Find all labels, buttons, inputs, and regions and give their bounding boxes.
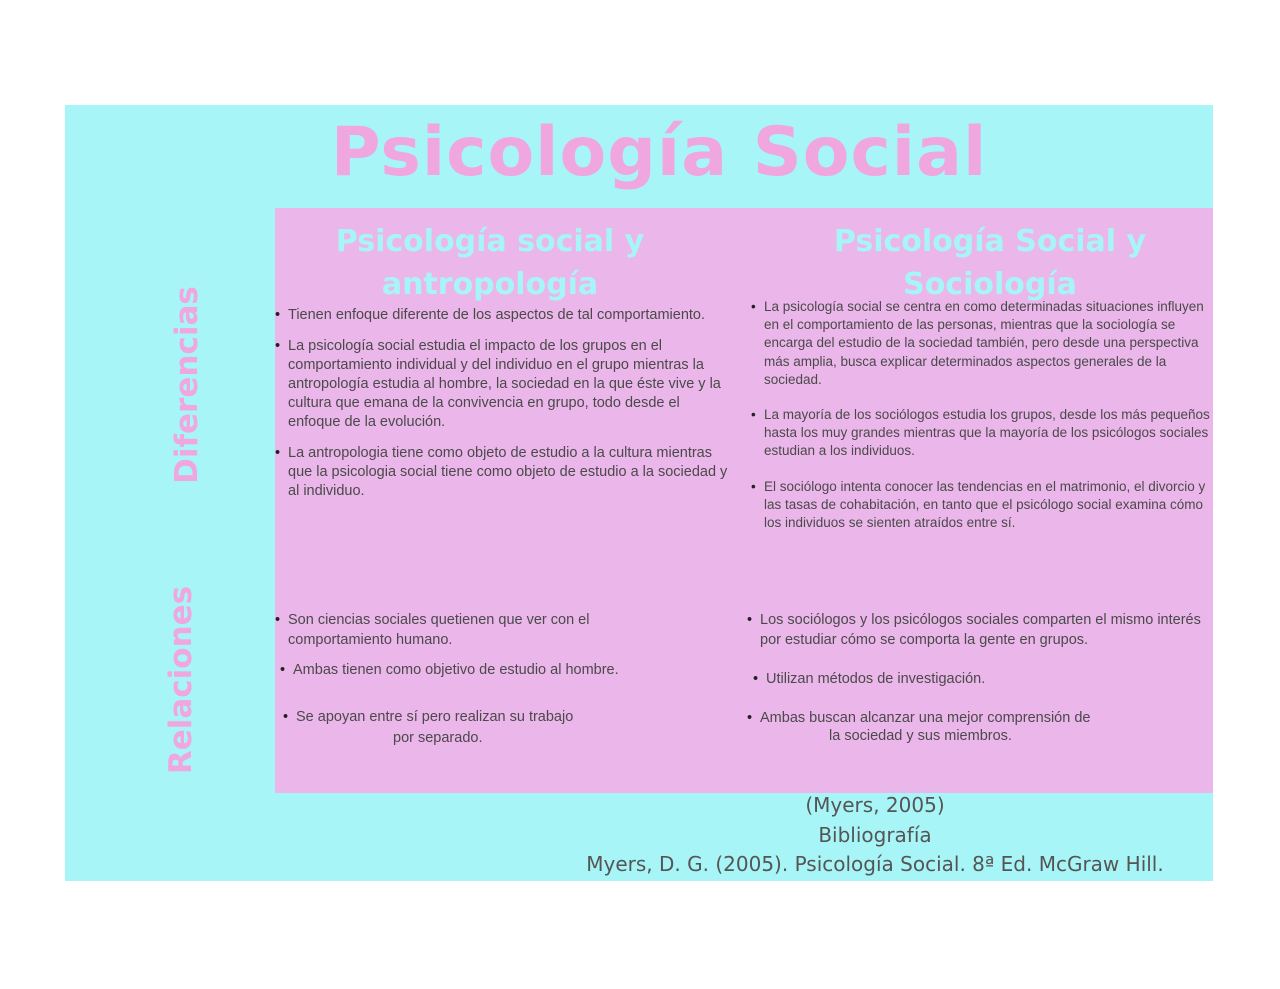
column-heading-anthropology-line2: antropología	[381, 267, 599, 302]
bibliography-reference: Myers, D. G. (2005). Psicología Social. 8ª Ed. McGraw Hill.	[586, 852, 1164, 876]
list-item: • Utilizan métodos de investigación.	[753, 669, 1213, 689]
relations-sociology-list	[747, 610, 1213, 728]
column-heading-anthropology	[275, 220, 705, 306]
list-item: • Los sociólogos y los psicólogos sociales comparten el mismo interés por estudiar cómo se comporta la gente en grupos.	[747, 610, 1213, 650]
list-item: • Tienen enfoque diferente de los aspectos de tal comportamiento.	[275, 306, 735, 325]
differences-anthropology-list	[275, 306, 735, 513]
bibliography-label: Bibliografía	[818, 823, 932, 847]
list-item: • La psicología social se centra en como determinadas situaciones influyen en el comportamiento de las personas, mientras que la sociología se encarga del estudio de la sociedad también, pero desde una perspectiva más amplia, busca explicar determinados aspectos generales de la sociedad.	[751, 298, 1211, 389]
row-label-differences: Diferencias	[169, 286, 205, 484]
list-item: • Ambas buscan alcanzar una mejor comprensión de	[747, 708, 1213, 728]
list-item: • La mayoría de los sociólogos estudia los grupos, desde los más pequeños hasta los muy grandes mientras que la mayoría de los psicólogos sociales estudian a los individuos.	[751, 406, 1211, 461]
relations-sociology-tail: la sociedad y sus miembros.	[829, 728, 1012, 744]
list-item: • El sociólogo intenta conocer las tendencias en el matrimonio, el divorcio y las tasas de cohabitación, en tanto que el psicólogo social examina cómo los individuos se sienten atraídos entre sí.	[751, 478, 1211, 533]
citation: (Myers, 2005)	[805, 793, 945, 817]
list-item: • La psicología social estudia el impacto de los grupos en el comportamiento individual y del individuo en el grupo mientras la antropología estudia al hombre, la sociedad en la que éste vive y la cultura que emana de la convivencia en grupo, todo desde el enfoque de la evolución.	[275, 337, 735, 432]
column-heading-anthropology-line1: Psicología social y	[335, 224, 645, 259]
content-panel	[275, 208, 1213, 793]
column-heading-sociology	[755, 220, 1225, 306]
list-item: • Son ciencias sociales quetienen que ver con el comportamiento humano.	[275, 610, 695, 650]
list-item: • Ambas tienen como objetivo de estudio al hombre.	[280, 660, 695, 680]
column-heading-sociology-line2: Sociología	[903, 267, 1077, 302]
poster	[65, 105, 1213, 881]
relations-anthropology-tail: por separado.	[393, 730, 483, 746]
row-label-relations: Relaciones	[163, 585, 199, 775]
list-item: • La antropologia tiene como objeto de estudio a la cultura mientras que la psicologia social tiene como objeto de estudio a la sociedad y al individuo.	[275, 444, 735, 501]
list-item: • Se apoyan entre sí pero realizan su trabajo	[283, 707, 695, 727]
relations-anthropology-list	[275, 610, 695, 727]
page-title: Psicología Social	[330, 113, 988, 192]
column-heading-sociology-line1: Psicología Social y	[833, 224, 1147, 259]
differences-sociology-list	[751, 298, 1211, 549]
